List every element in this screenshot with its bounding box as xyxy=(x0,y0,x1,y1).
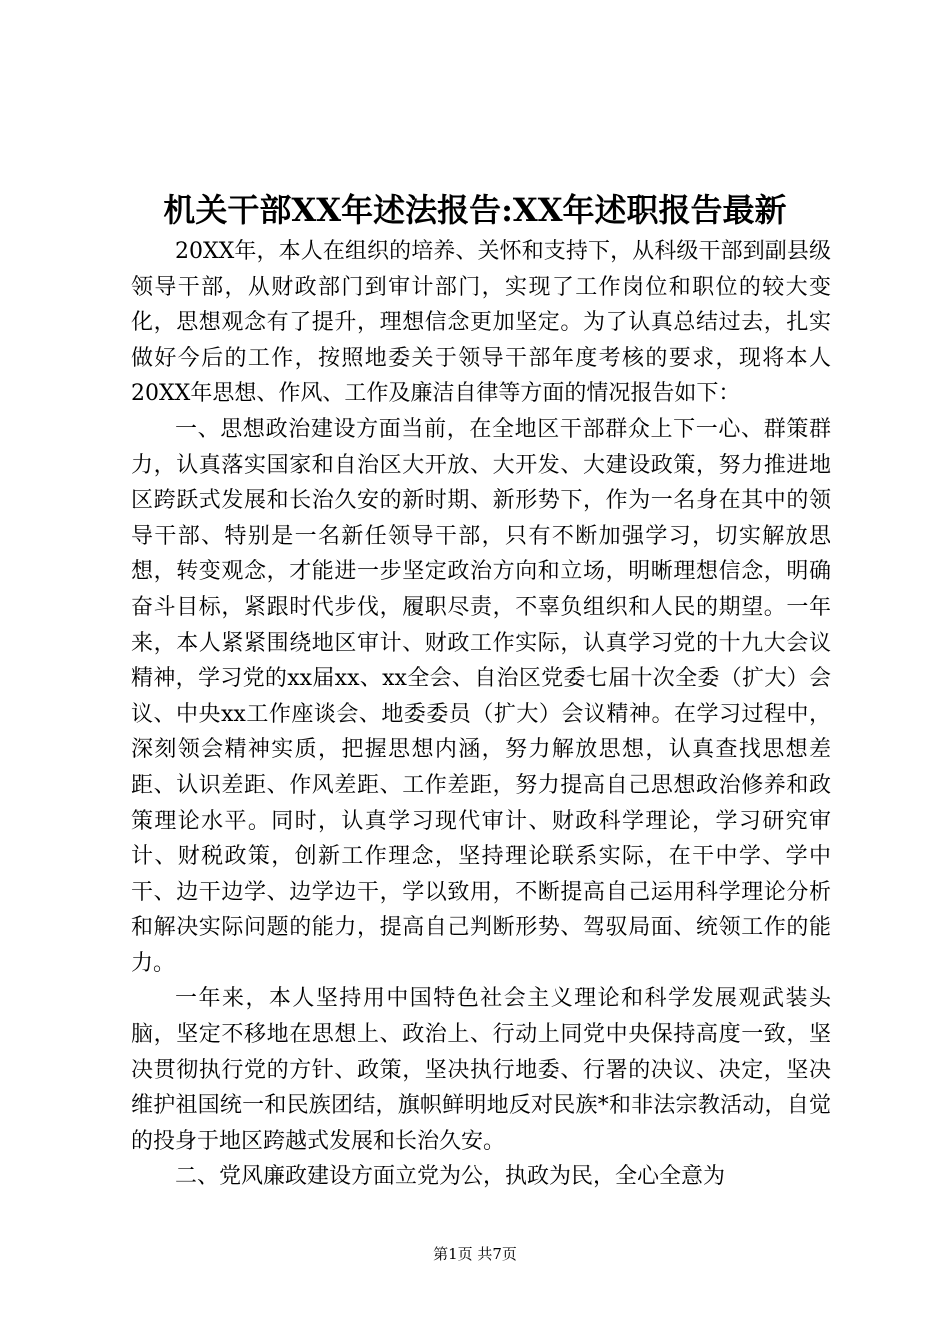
paragraph-section-2: 二、党风廉政建设方面立党为公，执政为民，全心全意为 xyxy=(175,1164,726,1190)
page-indicator: 第1页 共7页 xyxy=(433,1245,517,1263)
paragraph-intro: 20XX年，本人在组织的培养、关怀和支持下，从科级干部到副县级领导干部，从财政部门到审计部门，实现了工作岗位和职位的较大变化，思想观念有了提升，理想信念更加坚定。为了认真总结过去，扎实做好今后的工作，按照地委关于领导干部年度考核的要求，现将本人20XX年思想、作风、工作及廉洁自律等方面的情况报告如下： xyxy=(131,239,831,407)
paragraph-section-1: 一、思想政治建设方面当前，在全地区干部群众上下一心、群策群力，认真落实国家和自治区大开放、大开发、大建设政策，努力推进地区跨跃式发展和长治久安的新时期、新形势下，作为一名身在其中的领导干部、特别是一名新任领导干部，只有不断加强学习，切实解放思想，转变观念，才能进一步坚定政治方向和立场，明晰理想信念，明确奋斗目标，紧跟时代步伐，履职尽责，不辜负组织和人民的期望。一年来，本人紧紧围绕地区审计、财政工作实际，认真学习党的十九大会议精神，学习党的xx届xx、xx全会、自治区党委七届十次全委（扩大）会议、中央xx工作座谈会、地委委员（扩大）会议精神。在学习过程中，深刻领会精神实质，把握思想内涵，努力解放思想，认真查找思想差距、认识差距、作风差距、工作差距，努力提高自己思想政治修养和政策理论水平。同时，认真学习现代审计、财政科学理论，学习研究审计、财税政策，创新工作理念，坚持理论联系实际，在干中学、学中干、边干边学、边学边干，学以致用，不断提高自己运用科学理论分析和解决实际问题的能力，提高自己判断形势、驾驭局面、统领工作的能力。 xyxy=(131,416,831,976)
document-body xyxy=(131,234,831,1195)
document-title: 机关干部XX年述法报告:XX年述职报告最新 xyxy=(163,191,787,229)
paragraph-section-1-cont: 一年来，本人坚持用中国特色社会主义理论和科学发展观武装头脑，坚定不移地在思想上、政治上、行动上同党中央保持高度一致，坚决贯彻执行党的方针、政策，坚决执行地委、行署的决议、决定，坚决维护祖国统一和民族团结，旗帜鲜明地反对民族*和非法宗教活动，自觉的投身于地区跨越式发展和长治久安。 xyxy=(131,986,831,1154)
